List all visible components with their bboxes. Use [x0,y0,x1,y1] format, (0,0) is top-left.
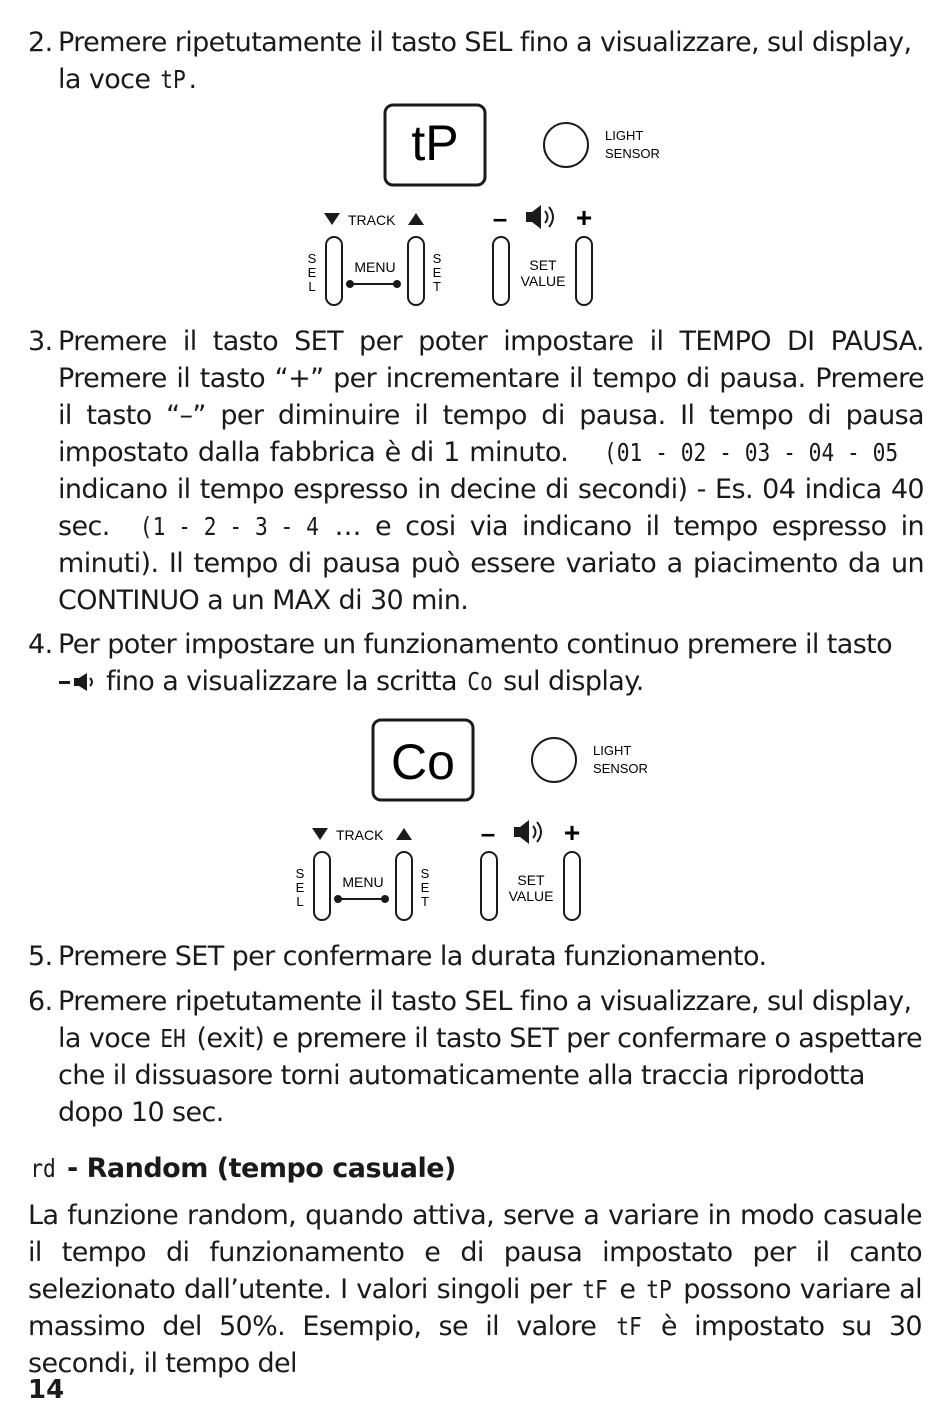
track-up-icon [408,213,424,225]
set-letter: S [420,866,430,881]
sensor-label-2: SENSOR [593,761,648,776]
step-text: Premere ripetutamente il tasto SEL fino a visualizzare, sul display, la voce [58,27,912,95]
sel-button[interactable] [314,852,330,920]
sensor-label-1: LIGHT [593,743,632,758]
step-number: 6. [28,986,53,1017]
step-text: fino a visualizzare la scritta [105,666,457,697]
minus-label: – [480,818,496,848]
step-3 [28,323,924,619]
step-text: Per poter impostare un funzionamento continuo premere il tasto [58,629,893,660]
speaker-icon [526,205,553,229]
section-title: - Random (tempo casuale) [67,1153,456,1184]
menu-dot-icon [381,895,389,903]
control-panel-1 [300,100,680,315]
menu-dot-icon [393,280,401,288]
display-code: Co [467,667,493,696]
plus-button[interactable] [576,237,592,305]
set-button[interactable] [408,237,424,305]
set-button[interactable] [396,852,412,920]
minus-button[interactable] [493,237,509,305]
set-letter: T [421,894,429,909]
sel-button[interactable] [326,237,342,305]
set-value-label-1: SET [529,257,557,273]
minus-label: – [492,203,508,233]
paragraph-text: La funzione random, quando attiva, serve a variare in modo casuale il tempo di funzionamento e di pausa impostato per il canto selezionato dall’utente. I valori singoli per [28,1200,922,1305]
plus-label: + [563,817,581,848]
step-text: Premere SET per confermare la durata funzionamento. [58,941,767,972]
light-sensor-icon [532,738,576,782]
lcd-display-code: tP [411,115,459,171]
plus-button[interactable] [564,852,580,920]
speaker-icon [514,820,541,844]
sel-letter: E [307,265,317,280]
step-2 [28,24,924,98]
paragraph-text: è impostato su 30 secondi, il tempo del [28,1311,923,1379]
sensor-label-2: SENSOR [605,146,660,161]
display-codes: (01 - 02 - 03 - 04 - 05 [603,438,899,467]
sel-letter: E [295,880,305,895]
display-codes: (1 - 2 - 3 - 4 [139,512,319,541]
step-5 [28,938,924,975]
step-number: 2. [28,27,53,58]
set-value-label-2: VALUE [520,273,566,289]
display-code: rd [30,1154,56,1183]
volume-minus-icon [58,672,98,692]
display-code: tP [160,65,187,94]
section-heading [28,1150,456,1187]
step-6 [28,983,924,1131]
display-code: tF [615,1312,642,1341]
plus-label: + [575,202,593,233]
menu-dot-icon [334,895,342,903]
paragraph-text: possono variare al massimo del 50%. Esempio, se il valore [28,1274,923,1342]
page-number: 14 [28,1375,65,1405]
lcd-display-code: Co [391,734,455,790]
step-text-end: sul display. [503,666,644,697]
step-text: indicano il tempo espresso in decine di secondi) - Es. 04 indica 40 sec. [58,474,924,542]
display-code: EH [160,1024,187,1053]
random-paragraph [28,1197,922,1382]
step-text: Premere ripetutamente il tasto SEL fino a visualizzare, sul display, la voce [58,986,912,1054]
sensor-label-1: LIGHT [605,128,644,143]
track-down-icon [312,828,328,840]
step-4 [28,626,924,700]
set-letter: S [432,251,442,266]
menu-label: MENU [342,874,384,890]
track-up-icon [396,828,412,840]
sel-letter: S [295,866,305,881]
sel-letter: L [296,894,304,909]
set-letter: E [420,880,430,895]
step-number: 3. [28,326,53,357]
step-text: (exit) e premere il tasto SET per confermare o aspettare che il dissuasore torni automaticamente alla traccia riprodotta dopo 10 sec. [58,1023,923,1128]
step-number: 4. [28,629,53,660]
set-letter: E [432,265,442,280]
control-panel-2 [288,715,668,930]
step-text: … e cosi via indicano il tempo espresso in minuti). Il tempo di pausa può essere variato a piacimento da un CONTINUO a un MAX di 30 min. [58,511,925,616]
set-value-label-1: SET [517,872,545,888]
track-label: TRACK [348,212,396,228]
light-sensor-icon [544,123,588,167]
set-letter: T [433,279,441,294]
step-text-end: . [188,64,197,95]
paragraph-text: e [619,1274,636,1305]
sel-letter: L [308,279,316,294]
sel-letter: S [307,251,317,266]
track-label: TRACK [336,827,384,843]
menu-label: MENU [354,259,396,275]
minus-button[interactable] [481,852,497,920]
track-down-icon [324,213,340,225]
step-text: Premere il tasto SET per poter impostare il TEMPO DI PAUSA. Premere il tasto “+” per incrementare il tempo di pausa. Premere il tasto “–” per diminuire il tempo di pausa. Il tempo di pausa impostato dalla fabbrica è di 1 minuto. [58,326,924,468]
display-code: tP [646,1275,673,1304]
menu-dot-icon [346,280,354,288]
set-value-label-2: VALUE [508,888,554,904]
display-code: tF [582,1275,609,1304]
step-number: 5. [28,941,53,972]
